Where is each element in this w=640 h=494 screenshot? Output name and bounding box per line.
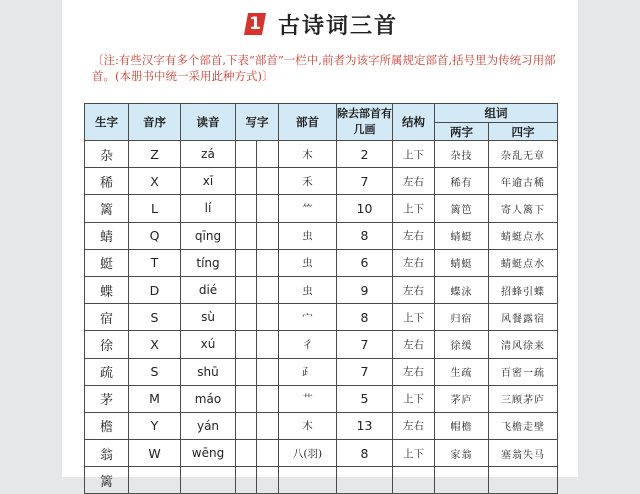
cell-two-char-word: 徐缓: [435, 331, 489, 358]
header-pinyin: 读音: [181, 104, 236, 141]
cell-writing-box: [257, 141, 279, 168]
cell-structure: 左右: [393, 249, 435, 276]
cell-structure: 上下: [393, 195, 435, 222]
cell-strokes: 7: [337, 331, 393, 358]
cell-radical: 虫: [279, 222, 337, 249]
table-row: [85, 358, 558, 385]
cell-four-char-word: 寄人篱下: [489, 195, 558, 222]
cell-structure: 左右: [393, 331, 435, 358]
cell-char: 蝶: [85, 276, 129, 303]
cell-two-char-word: 帽檐: [435, 412, 489, 439]
cell-two-char-word: 生疏: [435, 358, 489, 385]
table-row: [85, 195, 558, 222]
vocabulary-table: [84, 103, 558, 494]
cell-order: Q: [129, 222, 181, 249]
cell-two-char-word: 篱笆: [435, 195, 489, 222]
cell-radical: 木: [279, 412, 337, 439]
cell-structure: 左右: [393, 412, 435, 439]
cell-two-char-word: 蜻蜓: [435, 249, 489, 276]
cell-char: 徐: [85, 331, 129, 358]
table-row: [85, 412, 558, 439]
cell-strokes: 8: [337, 222, 393, 249]
cell-order: X: [129, 331, 181, 358]
cell-pinyin: xú: [181, 331, 236, 358]
cell-order: Y: [129, 412, 181, 439]
cell-strokes: 13: [337, 412, 393, 439]
cell-writing-box: [236, 331, 257, 358]
cell-writing-box: [236, 358, 257, 385]
cell-two-char-word: 稀有: [435, 168, 489, 195]
cell-four-char-word: 清风徐来: [489, 331, 558, 358]
cell-writing-box: [236, 141, 257, 168]
cell-strokes: 7: [337, 358, 393, 385]
cell-structure: 上下: [393, 440, 435, 467]
cell-order: D: [129, 276, 181, 303]
cell-radical: 八(羽): [279, 440, 337, 467]
cell-four-char-word: 三顾茅庐: [489, 385, 558, 412]
cell-writing-box: [236, 195, 257, 222]
cell-writing-box: [236, 276, 257, 303]
cell-writing-box: [257, 385, 279, 412]
header-order: 音序: [129, 104, 181, 141]
lesson-number: 1: [249, 14, 261, 34]
header-two-char: 两字: [435, 123, 489, 141]
cell-writing-box: [257, 467, 279, 494]
cell-writing-box: [257, 276, 279, 303]
table-row: [85, 249, 558, 276]
cell-writing-box: [257, 331, 279, 358]
table-row: [85, 440, 558, 467]
cell-strokes: 8: [337, 440, 393, 467]
cell-writing-box: [236, 249, 257, 276]
cell-char: 蜓: [85, 249, 129, 276]
cell-strokes: [337, 467, 393, 494]
cell-char: 篱: [85, 467, 129, 494]
cell-structure: 左右: [393, 168, 435, 195]
cell-order: T: [129, 249, 181, 276]
cell-order: S: [129, 358, 181, 385]
cell-four-char-word: 杂乱无章: [489, 141, 558, 168]
cell-char: 篱: [85, 195, 129, 222]
cell-strokes: 5: [337, 385, 393, 412]
cell-writing-box: [236, 222, 257, 249]
table-row: [85, 168, 558, 195]
cell-writing-box: [257, 358, 279, 385]
header-strokes: 除去部首有几画: [337, 104, 393, 141]
cell-four-char-word: 蜻蜓点水: [489, 222, 558, 249]
header-four-char: 四字: [489, 123, 558, 141]
cell-two-char-word: 归宿: [435, 304, 489, 331]
table-row: [85, 276, 558, 303]
cell-pinyin: [181, 467, 236, 494]
cell-pinyin: máo: [181, 385, 236, 412]
cell-pinyin: shū: [181, 358, 236, 385]
cell-char: 宿: [85, 304, 129, 331]
cell-pinyin: lí: [181, 195, 236, 222]
cell-two-char-word: 蜻蜓: [435, 222, 489, 249]
cell-structure: 左右: [393, 222, 435, 249]
cell-structure: 左右: [393, 358, 435, 385]
cell-strokes: 9: [337, 276, 393, 303]
cell-writing-box: [257, 304, 279, 331]
cell-char: 檐: [85, 412, 129, 439]
cell-pinyin: qīng: [181, 222, 236, 249]
cell-writing-box: [236, 385, 257, 412]
cell-radical: 宀: [279, 304, 337, 331]
cell-four-char-word: 飞檐走壁: [489, 412, 558, 439]
cell-writing-box: [257, 168, 279, 195]
cell-char: 蜻: [85, 222, 129, 249]
cell-radical: [279, 467, 337, 494]
cell-order: L: [129, 195, 181, 222]
header-struct: 结构: [393, 104, 435, 141]
cell-four-char-word: 年逾古稀: [489, 168, 558, 195]
cell-writing-box: [236, 168, 257, 195]
lesson-title-text: 古诗词三首: [277, 12, 398, 39]
cell-writing-box: [257, 249, 279, 276]
table-note: 〔注:有些汉字有多个部首,下表“部首”一栏中,前者为该字所属规定部首,括号里为传统习用部首。(本册书中统一采用此种方式)〕: [92, 53, 556, 83]
cell-char: 杂: [85, 141, 129, 168]
cell-pinyin: tíng: [181, 249, 236, 276]
cell-structure: [393, 467, 435, 494]
cell-char: 翁: [85, 440, 129, 467]
cell-structure: 上下: [393, 141, 435, 168]
table-row: [85, 222, 558, 249]
table-row: [85, 385, 558, 412]
table-row: [85, 304, 558, 331]
cell-writing-box: [236, 304, 257, 331]
cell-writing-box: [236, 440, 257, 467]
cell-two-char-word: 杂技: [435, 141, 489, 168]
cell-writing-box: [236, 467, 257, 494]
cell-two-char-word: 蝶泳: [435, 276, 489, 303]
cell-strokes: 2: [337, 141, 393, 168]
cell-char: 茅: [85, 385, 129, 412]
cell-order: Z: [129, 141, 181, 168]
cell-four-char-word: 蜻蜓点水: [489, 249, 558, 276]
cell-writing-box: [257, 412, 279, 439]
header-write: 写字: [236, 104, 279, 141]
cell-pinyin: xī: [181, 168, 236, 195]
cell-pinyin: zá: [181, 141, 236, 168]
cell-pinyin: yán: [181, 412, 236, 439]
cell-structure: 上下: [393, 304, 435, 331]
cell-structure: 上下: [393, 385, 435, 412]
cell-radical: 禾: [279, 168, 337, 195]
cell-four-char-word: 风餐露宿: [489, 304, 558, 331]
document-page: [62, 0, 578, 490]
cell-four-char-word: 百密一疏: [489, 358, 558, 385]
cell-order: X: [129, 168, 181, 195]
cell-char: 疏: [85, 358, 129, 385]
cell-four-char-word: [489, 467, 558, 494]
cell-two-char-word: 茅庐: [435, 385, 489, 412]
cell-pinyin: dié: [181, 276, 236, 303]
cell-writing-box: [236, 412, 257, 439]
cell-radical: 虫: [279, 249, 337, 276]
cell-radical: 虫: [279, 276, 337, 303]
cell-order: W: [129, 440, 181, 467]
table-body: [85, 141, 558, 494]
header-words: 组词: [435, 104, 558, 123]
header-char: 生字: [85, 104, 129, 141]
table-row: [85, 331, 558, 358]
cell-two-char-word: 家翁: [435, 440, 489, 467]
cell-radical: 彳: [279, 331, 337, 358]
lesson-title: [62, 8, 578, 40]
cell-writing-box: [257, 195, 279, 222]
cell-char: 稀: [85, 168, 129, 195]
cell-writing-box: [257, 222, 279, 249]
table-row: [85, 141, 558, 168]
cell-radical: ⺮: [279, 195, 337, 222]
cell-order: M: [129, 385, 181, 412]
cell-four-char-word: 招蜂引蝶: [489, 276, 558, 303]
cell-strokes: 8: [337, 304, 393, 331]
cell-strokes: 10: [337, 195, 393, 222]
cell-radical: 木: [279, 141, 337, 168]
cell-radical: 艹: [279, 385, 337, 412]
cell-writing-box: [257, 440, 279, 467]
cell-two-char-word: [435, 467, 489, 494]
header-radical: 部首: [279, 104, 337, 141]
cell-strokes: 7: [337, 168, 393, 195]
lesson-number-badge: [242, 11, 268, 37]
cell-pinyin: wēng: [181, 440, 236, 467]
table-row: [85, 467, 558, 494]
cell-structure: 左右: [393, 276, 435, 303]
cell-order: [129, 467, 181, 494]
cell-order: S: [129, 304, 181, 331]
cell-four-char-word: 塞翁失马: [489, 440, 558, 467]
cell-radical: ⺪: [279, 358, 337, 385]
cell-strokes: 6: [337, 249, 393, 276]
cell-pinyin: sù: [181, 304, 236, 331]
